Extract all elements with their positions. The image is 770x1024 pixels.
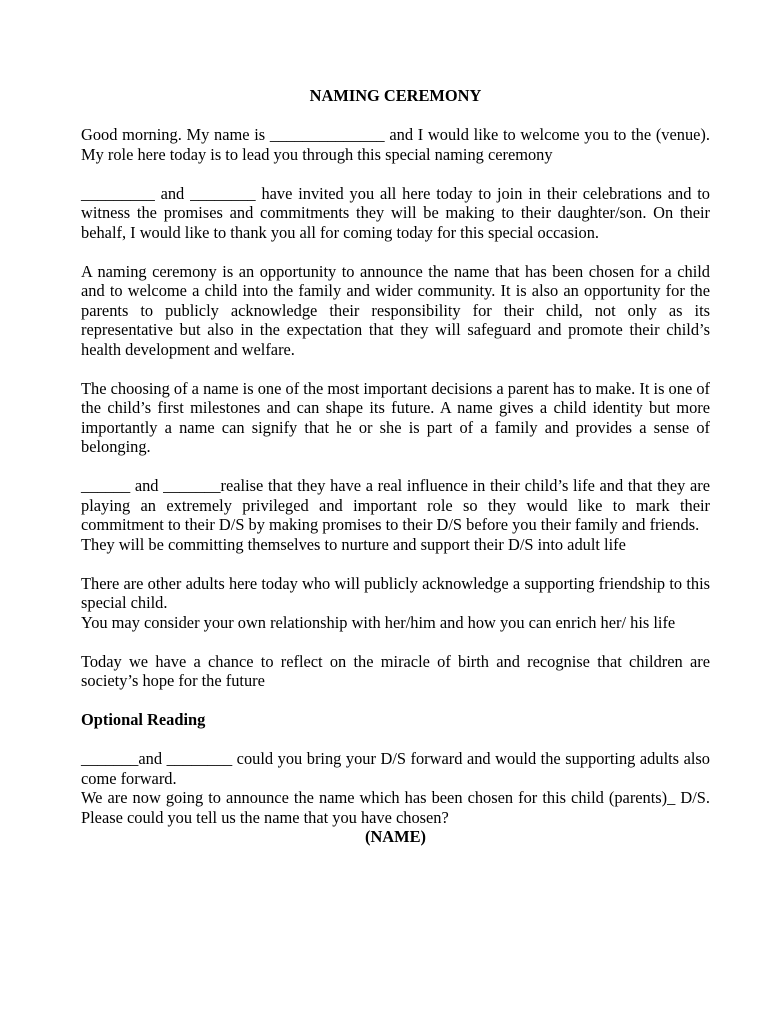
announce-name-paragraph: We are now going to announce the name which has been chosen for this child (parents)_ D/S. Please could you tell us the name that you have chosen? (81, 788, 710, 827)
document-page (81, 86, 710, 847)
parents-influence-paragraph: ______ and _______realise that they have a real influence in their child’s life and that they are playing an extremely privileged and important role so they would like to mark their commitment to their D/S by making promises to their D/S before you their family and friends. (81, 476, 710, 534)
document-title: NAMING CEREMONY (309, 86, 482, 105)
welcome-paragraph: Good morning. My name is ______________ and I would like to welcome you to the (venue). My role here today is to lead you through this special naming ceremony (81, 125, 710, 164)
optional-reading-heading: Optional Reading (81, 710, 206, 729)
relationship-paragraph: You may consider your own relationship with her/him and how you can enrich her/ his life (81, 612, 676, 632)
invitation-paragraph: _________ and ________ have invited you all here today to join in their celebrations and to witness the promises and commitments they will be making to their daughter/son. On their behalf, I would like to thank you all for coming today for this special occasion. (81, 183, 710, 242)
name-placeholder: (NAME) (365, 827, 426, 846)
supporting-adults-paragraph: There are other adults here today who will publicly acknowledge a supporting friendship to this special child. (81, 573, 710, 612)
bring-forward-paragraph: _______and ________ could you bring your D/S forward and would the supporting adults also come forward. (81, 749, 710, 788)
commitment-line: They will be committing themselves to nurture and support their D/S into adult life (81, 534, 626, 554)
name-choice-paragraph: The choosing of a name is one of the most important decisions a parent has to make. It is one of the child’s first milestones and can shape its future. A name gives a child identity but more importantly a name can signify that he or she is part of a family and provides a sense of belonging. (81, 378, 710, 456)
reflection-paragraph: Today we have a chance to reflect on the miracle of birth and recognise that children are society’s hope for the future (81, 651, 710, 690)
purpose-paragraph: A naming ceremony is an opportunity to announce the name that has been chosen for a child and to welcome a child into the family and wider community. It is also an opportunity for the parents to publicly acknowledge their responsibility for their child, not only as its representative but also in the expectation that they will safeguard and promote their child’s health development and welfare. (81, 261, 710, 359)
